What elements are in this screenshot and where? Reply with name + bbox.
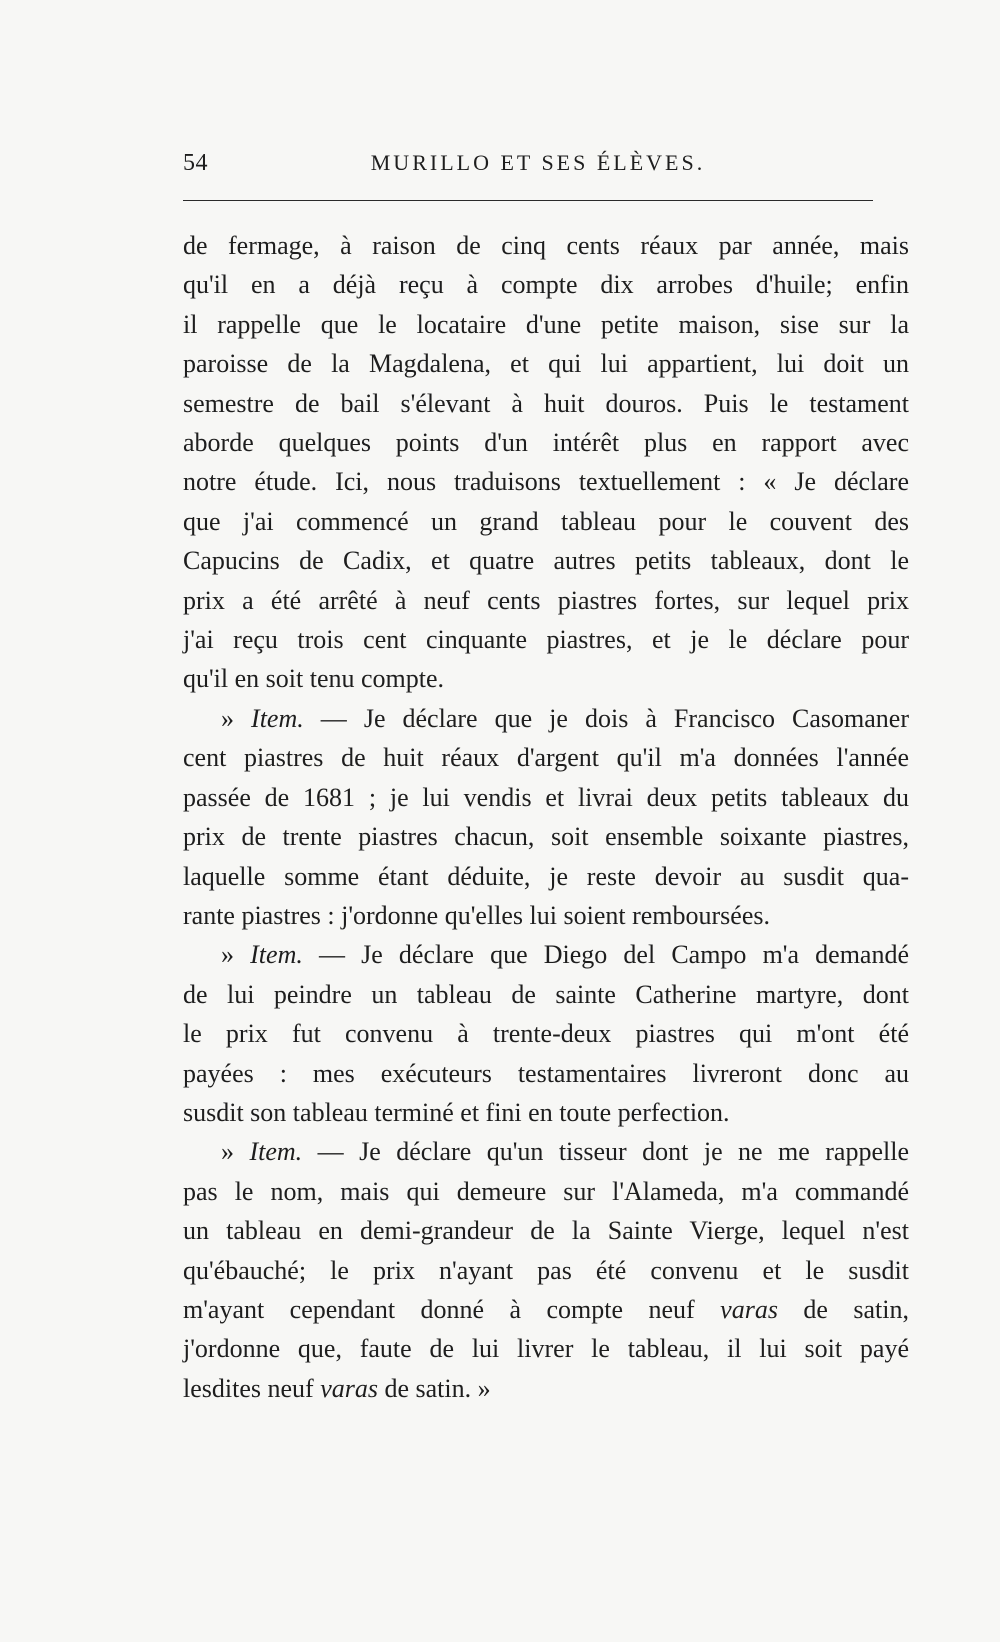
text-run: Capucins de Cadix, et quatre autres petits tableaux, dont le (183, 546, 909, 576)
text-run: — Je déclare qu'un tisseur dont je ne me rappelle (302, 1137, 910, 1167)
text-line (183, 1172, 909, 1211)
text-line (183, 778, 909, 817)
text-line (183, 1093, 909, 1132)
text-run: paroisse de la Magdalena, et qui lui appartient, lui doit un (183, 349, 909, 379)
text-run: semestre de bail s'élevant à huit douros. Puis le testament (183, 388, 909, 418)
text-run: de satin. » (377, 1373, 491, 1403)
text-line (183, 620, 909, 659)
text-line (183, 935, 909, 974)
text-line (183, 1211, 909, 1250)
text-run: laquelle somme étant déduite, je reste devoir au susdit qua- (183, 861, 909, 891)
text-run: aborde quelques points d'un intérêt plus en rapport avec (183, 428, 909, 458)
italic-text: varas (720, 1294, 778, 1324)
text-line (183, 738, 909, 777)
text-line (183, 1251, 909, 1290)
text-run: j'ordonne que, faute de lui livrer le tableau, il lui soit payé (183, 1334, 909, 1364)
text-run: de lui peindre un tableau de sainte Catherine martyre, dont (183, 979, 909, 1009)
text-run: il rappelle que le locataire d'une petite maison, sise sur la (183, 309, 909, 339)
text-line (183, 975, 909, 1014)
text-run: — Je déclare que je dois à Francisco Casomaner (303, 703, 910, 733)
text-line (183, 857, 909, 896)
italic-text: varas (320, 1373, 378, 1403)
text-run: qu'ébauché; le prix n'ayant pas été convenu et le susdit (183, 1255, 909, 1285)
text-run: payées : mes exécuteurs testamentaires livreront donc au (183, 1058, 909, 1088)
text-run: rante piastres : j'ordonne qu'elles lui soient remboursées. (183, 900, 770, 930)
text-line (183, 1329, 909, 1368)
italic-text: Item. (251, 703, 304, 733)
text-run: passée de 1681 ; je lui vendis et livrai deux petits tableaux du (183, 782, 909, 812)
text-line (183, 581, 909, 620)
text-run: de fermage, à raison de cinq cents réaux par année, mais (183, 231, 909, 260)
text-run: » (221, 703, 252, 733)
italic-text: Item. (250, 940, 303, 970)
text-run: m'ayant cependant donné à compte neuf (183, 1294, 721, 1324)
text-line (183, 1132, 909, 1171)
text-line (183, 423, 909, 462)
text-run: » (221, 1137, 250, 1167)
text-line (183, 817, 909, 856)
running-title: MURILLO ET SES ÉLÈVES. (370, 150, 706, 175)
text-run: de satin, (777, 1294, 909, 1324)
page-header (183, 150, 893, 190)
text-line (183, 305, 909, 344)
text-run: notre étude. Ici, nous traduisons textuellement : « Je déclare (183, 467, 909, 497)
text-line (183, 462, 909, 501)
text-line (183, 896, 909, 935)
text-run: le prix fut convenu à trente-deux piastres qui m'ont été (183, 1019, 909, 1049)
text-run: que j'ai commencé un grand tableau pour le couvent des (183, 506, 909, 536)
text-run: pas le nom, mais qui demeure sur l'Alameda, m'a commandé (183, 1176, 909, 1206)
text-line (183, 226, 909, 265)
text-run: lesdites neuf (183, 1373, 321, 1403)
text-line (183, 1014, 909, 1053)
text-line (183, 541, 909, 580)
text-line (183, 659, 909, 698)
text-run: » (221, 940, 251, 970)
text-line (183, 344, 909, 383)
text-run: j'ai reçu trois cent cinquante piastres, et je le déclare pour (183, 625, 909, 655)
text-line (183, 384, 909, 423)
text-run: qu'il en a déjà reçu à compte dix arrobes d'huile; enfin (183, 270, 909, 300)
text-run: prix de trente piastres chacun, soit ensemble soixante piastres, (183, 822, 909, 852)
text-run: susdit son tableau terminé et fini en toute perfection. (183, 1097, 730, 1127)
text-run: prix a été arrêté à neuf cents piastres fortes, sur lequel prix (183, 585, 909, 615)
header-rule (183, 200, 873, 201)
text-line (183, 265, 909, 304)
text-run: un tableau en demi-grandeur de la Sainte Vierge, lequel n'est (183, 1216, 909, 1246)
text-run: — Je déclare que Diego del Campo m'a demandé (302, 940, 909, 970)
text-line (183, 1290, 909, 1329)
text-run: cent piastres de huit réaux d'argent qu'il m'a données l'année (183, 743, 909, 773)
page-number: 54 (183, 150, 208, 176)
text-line (183, 1369, 909, 1408)
text-run: qu'il en soit tenu compte. (183, 664, 445, 694)
body-text (183, 226, 909, 1408)
text-line (183, 699, 909, 738)
text-line (183, 1054, 909, 1093)
text-line (183, 502, 909, 541)
italic-text: Item. (249, 1137, 303, 1167)
